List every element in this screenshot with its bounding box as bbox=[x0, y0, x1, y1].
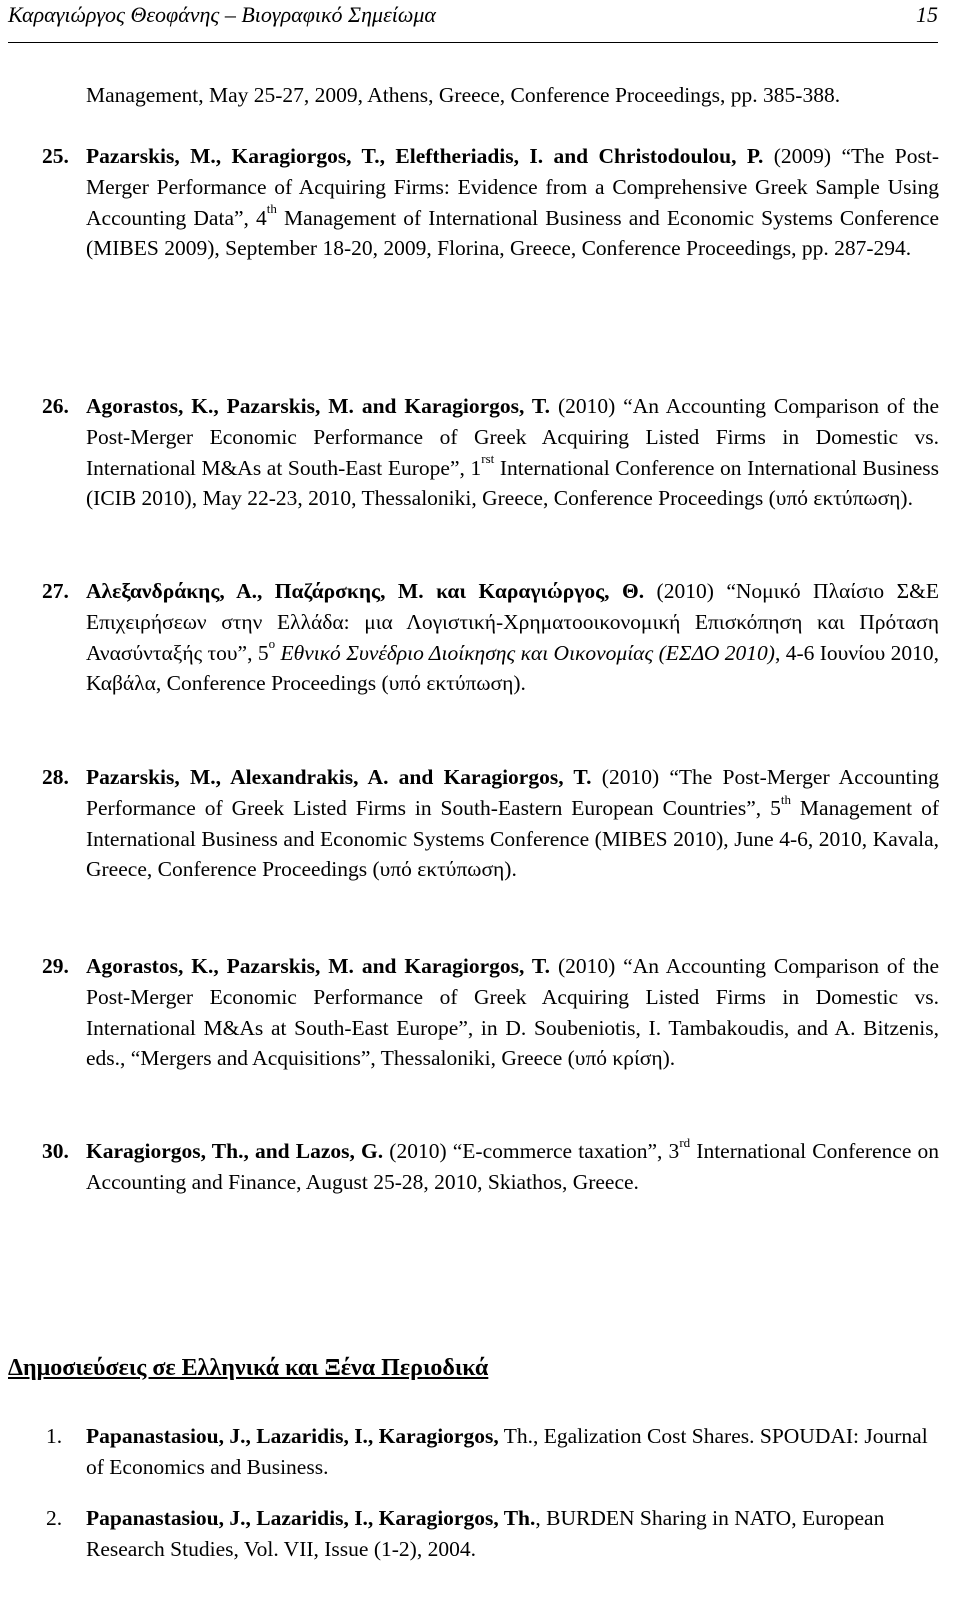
superscript: rd bbox=[679, 1134, 691, 1150]
reference-26 bbox=[42, 391, 939, 514]
reference-authors: Pazarskis, M., Alexandrakis, A. and Karagiorgos, T. bbox=[86, 765, 592, 789]
reference-number: 27. bbox=[42, 579, 69, 603]
superscript: rst bbox=[481, 451, 495, 467]
reference-27 bbox=[42, 576, 940, 699]
reference-text-cont: Management of International Business and Economic Systems Conference (MIBES 2010), June 4-6, 2010, Kavala, Greece, Conference Proceedings (υπό εκτύπωση). bbox=[86, 795, 939, 882]
reference-authors: Agorastos, K., Pazarskis, M. and Karagiorgos, T. bbox=[86, 394, 551, 418]
page-number: 15 bbox=[916, 2, 938, 27]
reference-text: (2010) “The Post-Merger Accounting Performance of Greek Listed Firms in South-Eastern European Countries”, 5 bbox=[86, 765, 939, 820]
superscript: th bbox=[780, 791, 791, 807]
reference-text: (2010) “E-commerce taxation”, 3 bbox=[383, 1139, 680, 1163]
reference-28 bbox=[42, 762, 939, 885]
reference-30 bbox=[42, 1134, 939, 1198]
reference-authors: Agorastos, K., Pazarskis, M. and Karagiorgos, T. bbox=[86, 954, 551, 978]
reference-authors: Karagiorgos, Th., and Lazos, G. bbox=[86, 1139, 384, 1163]
reference-authors: Αλεξανδράκης, Α., Παζάρσκης, Μ. και Καραγιώργος, Θ. bbox=[86, 579, 645, 603]
reference-text: (2010) “An Accounting Comparison of the Post-Merger Economic Performance of Greek Acquiring Listed Firms in Domestic vs. International M&As at South-East Europe”, 1 bbox=[86, 394, 939, 480]
reference-25 bbox=[42, 141, 939, 264]
reference-text-cont: Management of International Business and Economic Systems Conference (MIBES 2009), September 18-20, 2009, Florina, Greece, Conference Proceedings, pp. 287-294. bbox=[86, 205, 939, 261]
reference-authors: Pazarskis, M., Karagiorgos, T., Eleftheriadis, I. and Christodoulou, P. bbox=[86, 144, 764, 168]
reference-venue: Εθνικό Συνέδριο Διοίκησης και Οικονομίας (ΕΣΔΟ 2010) bbox=[275, 640, 775, 665]
reference-text-cont: International Conference on International Business (ICIB 2010), May 22-23, 2010, Thessaloniki, Greece, Conference Proceedings (υπό εκτύπωση). bbox=[86, 455, 939, 511]
superscript: th bbox=[266, 201, 277, 217]
reference-text: (2010) “An Accounting Comparison of the Post-Merger Economic Performance of Greek Acquiring Listed Firms in Domestic vs. International M&As at South-East Europe”, in D. Soubeniotis, I. Tambakoudis, and A. Bitzenis, eds., “Mergers and Acquisitions”, Thessaloniki, Greece (υπό κρίση). bbox=[86, 954, 939, 1071]
reference-text-cont: , 4-6 Ιουνίου 2010, Καβάλα, Conference Proceedings (υπό εκτύπωση). bbox=[86, 640, 940, 696]
reference-number: 26. bbox=[42, 394, 69, 418]
section-title: Δημοσιεύσεις σε Ελληνικά και Ξένα Περιοδικά bbox=[8, 1355, 489, 1381]
journal-text: , BURDEN Sharing in NATO, European Research Studies, Vol. VII, Issue (1-2), 2004. bbox=[86, 1506, 885, 1561]
journal-number: 2. bbox=[46, 1506, 63, 1530]
journal-authors: Papanastasiou, J., Lazaridis, I., Karagiorgos, bbox=[86, 1424, 499, 1448]
reference-number: 29. bbox=[42, 954, 69, 978]
journal-item-2 bbox=[46, 1503, 939, 1565]
header-title: Καραγιώργος Θεοφάνης – Βιογραφικό Σημείωμα bbox=[8, 2, 436, 27]
reference-text: (2009) “The Post-Merger Performance of Acquiring Firms: Evidence from a Comprehensive Greek Sample Using Accounting Data”, 4 bbox=[86, 144, 939, 230]
reference-text-cont: International Conference on Accounting and Finance, August 25-28, 2010, Skiathos, Greece. bbox=[86, 1139, 939, 1194]
reference-number: 25. bbox=[42, 144, 69, 168]
reference-24-continuation bbox=[86, 80, 939, 111]
journal-authors: Papanastasiou, J., Lazaridis, I., Karagiorgos, Th. bbox=[86, 1506, 536, 1530]
reference-number: 30. bbox=[42, 1139, 69, 1163]
reference-29 bbox=[42, 951, 939, 1074]
reference-text: Management, May 25-27, 2009, Athens, Greece, Conference Proceedings, pp. 385-388. bbox=[86, 83, 841, 107]
journal-text: Th., Egalization Cost Shares. SPOUDAI: Journal of Economics and Business. bbox=[86, 1424, 928, 1479]
reference-number: 28. bbox=[42, 765, 69, 789]
journal-item-1 bbox=[46, 1421, 939, 1483]
superscript: ο bbox=[268, 636, 276, 652]
reference-text: (2010) “Νομικό Πλαίσιο Σ&Ε Επιχειρήσεων στην Ελλάδα: μια Λογιστική-Χρηματοοικονομική Επισκόπηση και Πρόταση Ανασύνταξής του”, 5 bbox=[86, 579, 939, 665]
page-header bbox=[8, 0, 938, 43]
journal-number: 1. bbox=[46, 1424, 63, 1448]
